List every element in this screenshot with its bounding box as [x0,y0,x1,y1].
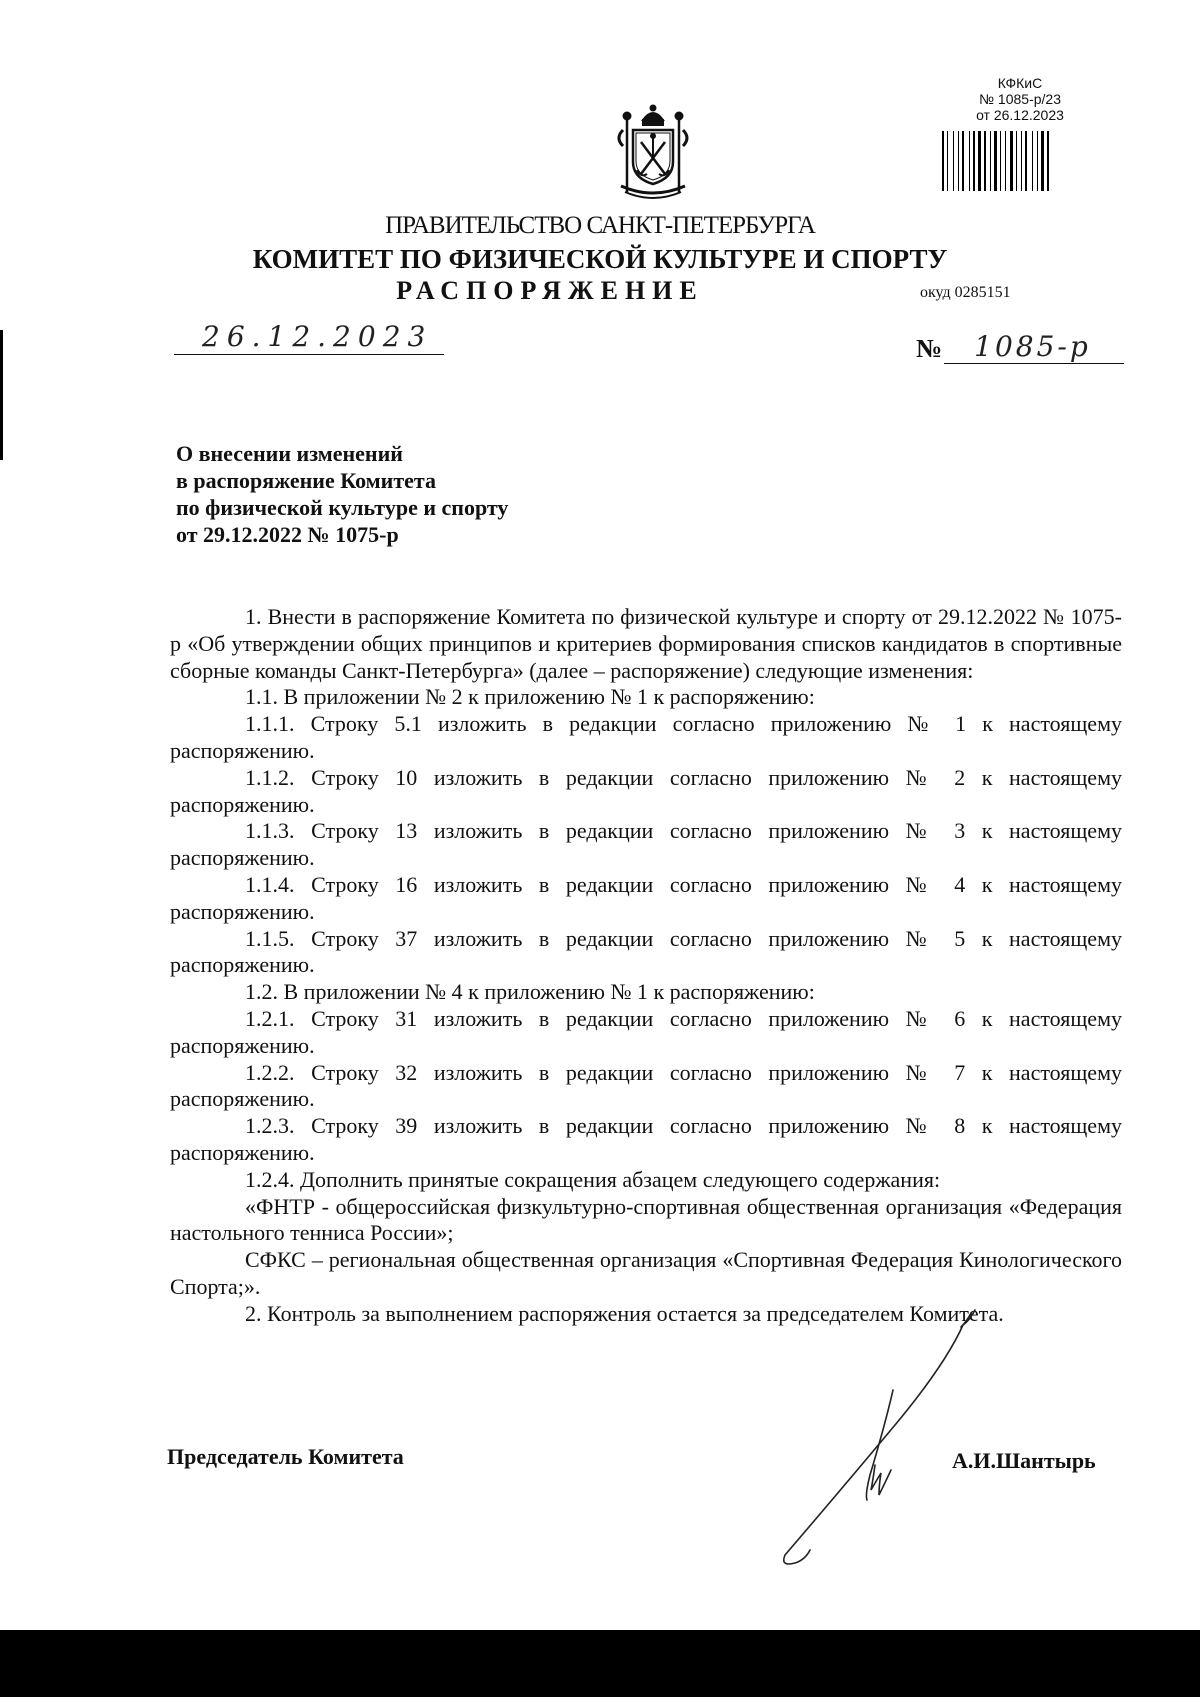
barcode-bar [1032,131,1033,191]
signatory-role: Председатель Комитета [167,1444,404,1469]
barcode-bar [994,131,997,191]
paragraph-1-1-5: 1.1.5. Строку 37 изложить в редакции согласно приложению № 5 к настоящему распоряжению. [170,925,1122,978]
subject-line: от 29.12.2022 № 1075-р [176,522,399,547]
handwritten-number: 1085-р [974,330,1091,363]
number-label: № [916,334,943,363]
paragraph-1-2-2: 1.2.2. Строку 32 изложить в редакции согласно приложению № 7 к настоящему распоряжению. [170,1059,1122,1112]
government-title: ПРАВИТЕЛЬСТВО САНКТ-ПЕТЕРБУРГА [385,212,815,239]
barcode-bar [984,131,986,191]
document-date-field [174,320,444,355]
paragraph-1-1-1: 1.1.1. Строку 5.1 изложить в редакции согласно приложению № 1 к настоящему распоряжению. [170,711,1122,763]
okud-code: окуд 0285151 [920,284,1011,301]
registration-stamp [940,75,1100,123]
paragraph-1-1-4: 1.1.4. Строку 16 изложить в редакции согласно приложению № 4 к настоящему распоряжению. [170,871,1122,924]
paragraph-1-1-3: 1.1.3. Строку 13 изложить в редакции согласно приложению № 3 к настоящему распоряжению. [170,818,1122,871]
barcode-bar [1016,131,1017,191]
paragraph-1-1: 1.1. В приложении № 2 к приложению № 1 к распоряжению: [245,684,815,710]
abbreviation-sfks: СФКС – региональная общественная организация «Спортивная Федерация Кинологического Спорта;». [170,1247,1122,1299]
document-type: РАСПОРЯЖЕНИЕ [396,276,704,305]
signatory-name: А.И.Шантырь [952,1448,1096,1473]
paragraph-1-2-3: 1.2.3. Строку 39 изложить в редакции согласно приложению № 8 к настоящему распоряжению. [170,1113,1122,1165]
committee-title: КОМИТЕТ ПО ФИЗИЧЕСКОЙ КУЛЬТУРЕ И СПОРТУ [252,244,948,274]
subject-line: в распоряжение Комитета [176,468,436,493]
barcode [942,131,1097,191]
paragraph-1: 1. Внести в распоряжение Комитета по физической культуре и спорту от 29.12.2022 № 1075-р «Об утверждении общих принципов и критериев формирования списков кандидатов в спортивные сборные команды Санкт-Петербурга» (далее – распоряжение) следующие изменения: [170,604,1122,683]
barcode-bar [1005,131,1006,191]
scan-bottom-band [0,1630,1200,1697]
barcode-bar [1041,131,1044,191]
barcode-bar [1025,131,1027,191]
barcode-bar [947,131,948,191]
barcode-bar [1047,131,1049,191]
subject-line: О внесении изменений [176,441,403,466]
document-body [170,604,1122,1328]
subject-line: по физической культуре и спорту [176,495,509,520]
scan-edge-mark [0,330,3,460]
paragraph-1-2: 1.2. В приложении № 4 к приложению № 1 к распоряжению: [245,979,815,1005]
barcode-bar [1000,131,1001,191]
paragraph-1-2-4: 1.2.4. Дополнить принятые сокращения абзацем следующего содержания: [245,1166,941,1192]
barcode-bar [962,131,964,191]
stamp-reg-date: от 26.12.2023 [976,107,1064,123]
saint-petersburg-coat-of-arms-icon [603,100,703,200]
barcode-bar [973,131,975,191]
stamp-org: КФКиС [997,75,1043,91]
stamp-reg-number: № 1085-р/23 [979,91,1061,107]
document-number-field [916,330,1124,364]
barcode-bar [942,131,944,191]
barcode-bar [1010,131,1013,191]
barcode-bar [953,131,954,191]
paragraph-1-1-2: 1.1.2. Строку 10 изложить в редакции согласно приложению № 2 к настоящему распоряжению. [170,764,1122,817]
abbreviation-fntr: «ФНТР - общероссийская физкультурно-спортивная общественная организация «Федерация настольного тенниса России»; [170,1193,1122,1246]
barcode-bar [1021,131,1022,191]
paragraph-1-2-1: 1.2.1. Строку 31 изложить в редакции согласно приложению № 6 к настоящему распоряжению. [170,1005,1122,1058]
barcode-bar [1037,131,1038,191]
handwritten-date: 26.12.2023 [202,320,433,353]
handwritten-signature [775,1305,995,1570]
barcode-bar [978,131,981,191]
barcode-bar [990,131,991,191]
document-subject [176,440,508,548]
paragraph-2: 2. Контроль за выполнением распоряжения остается за председателем Комитета. [245,1300,1004,1326]
barcode-bar [969,131,970,191]
barcode-bar [958,131,959,191]
